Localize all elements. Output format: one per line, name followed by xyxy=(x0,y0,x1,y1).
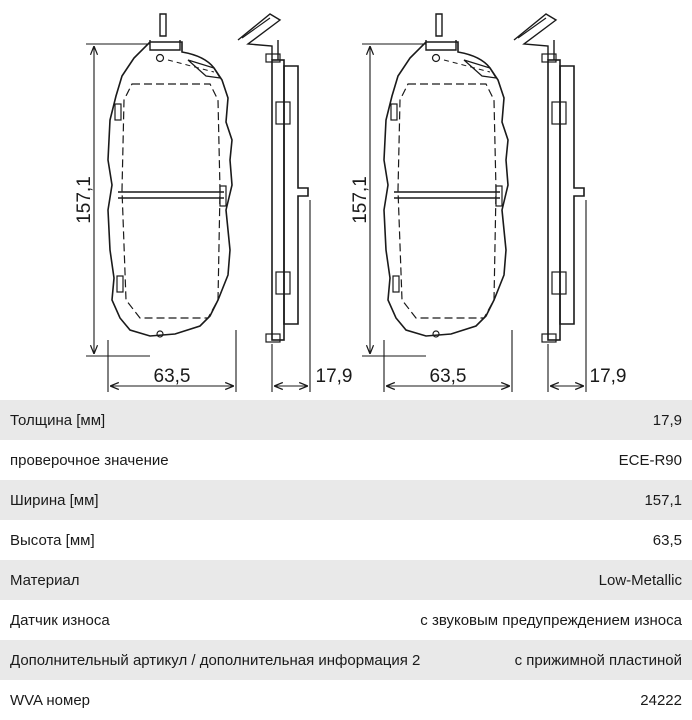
width-dimension-label-right: 63,5 xyxy=(429,366,467,387)
spec-label: Высота [мм] xyxy=(10,531,95,549)
spec-label: Дополнительный артикул / дополнительная информация 2 xyxy=(10,651,421,669)
spec-value: Low-Metallic xyxy=(598,571,682,589)
spec-label: Датчик износа xyxy=(10,611,110,629)
pad-front-view-right xyxy=(384,14,508,337)
width-dimension-label-left: 63,5 xyxy=(153,366,191,387)
spec-value: 157,1 xyxy=(644,491,682,509)
spec-label: Толщина [мм] xyxy=(10,411,106,429)
spec-label: проверочное значение xyxy=(10,451,169,469)
pad-side-view-left xyxy=(238,14,308,342)
spec-value: 17,9 xyxy=(652,411,682,429)
spec-label: Материал xyxy=(10,571,80,589)
spec-value: с прижимной пластиной xyxy=(514,651,682,669)
spec-label: Ширина [мм] xyxy=(10,491,99,509)
height-dimension-label-left: 157,1 xyxy=(74,176,95,224)
spec-value: 63,5 xyxy=(652,531,682,549)
spec-row-height xyxy=(0,520,692,560)
thickness-dimension-label-right: 17,9 xyxy=(589,366,627,387)
pad-front-view-left xyxy=(108,14,232,337)
spec-label: WVA номер xyxy=(10,691,91,709)
spec-row-thickness xyxy=(0,400,692,440)
specs-table xyxy=(0,400,692,720)
spec-value: с звуковым предупреждением износа xyxy=(420,611,682,629)
spec-row-additional-info xyxy=(0,640,692,680)
spec-row-material xyxy=(0,560,692,600)
pad-side-view-right xyxy=(514,14,584,342)
spec-row-wear-sensor xyxy=(0,600,692,640)
spec-value: ECE-R90 xyxy=(618,451,682,469)
thickness-dimension-label-left: 17,9 xyxy=(315,366,353,387)
height-dimension-label-right: 157,1 xyxy=(350,176,371,224)
spec-row-wva-number xyxy=(0,680,692,720)
spec-row-test-value xyxy=(0,440,692,480)
spec-row-width xyxy=(0,480,692,520)
spec-value: 24222 xyxy=(640,691,682,709)
